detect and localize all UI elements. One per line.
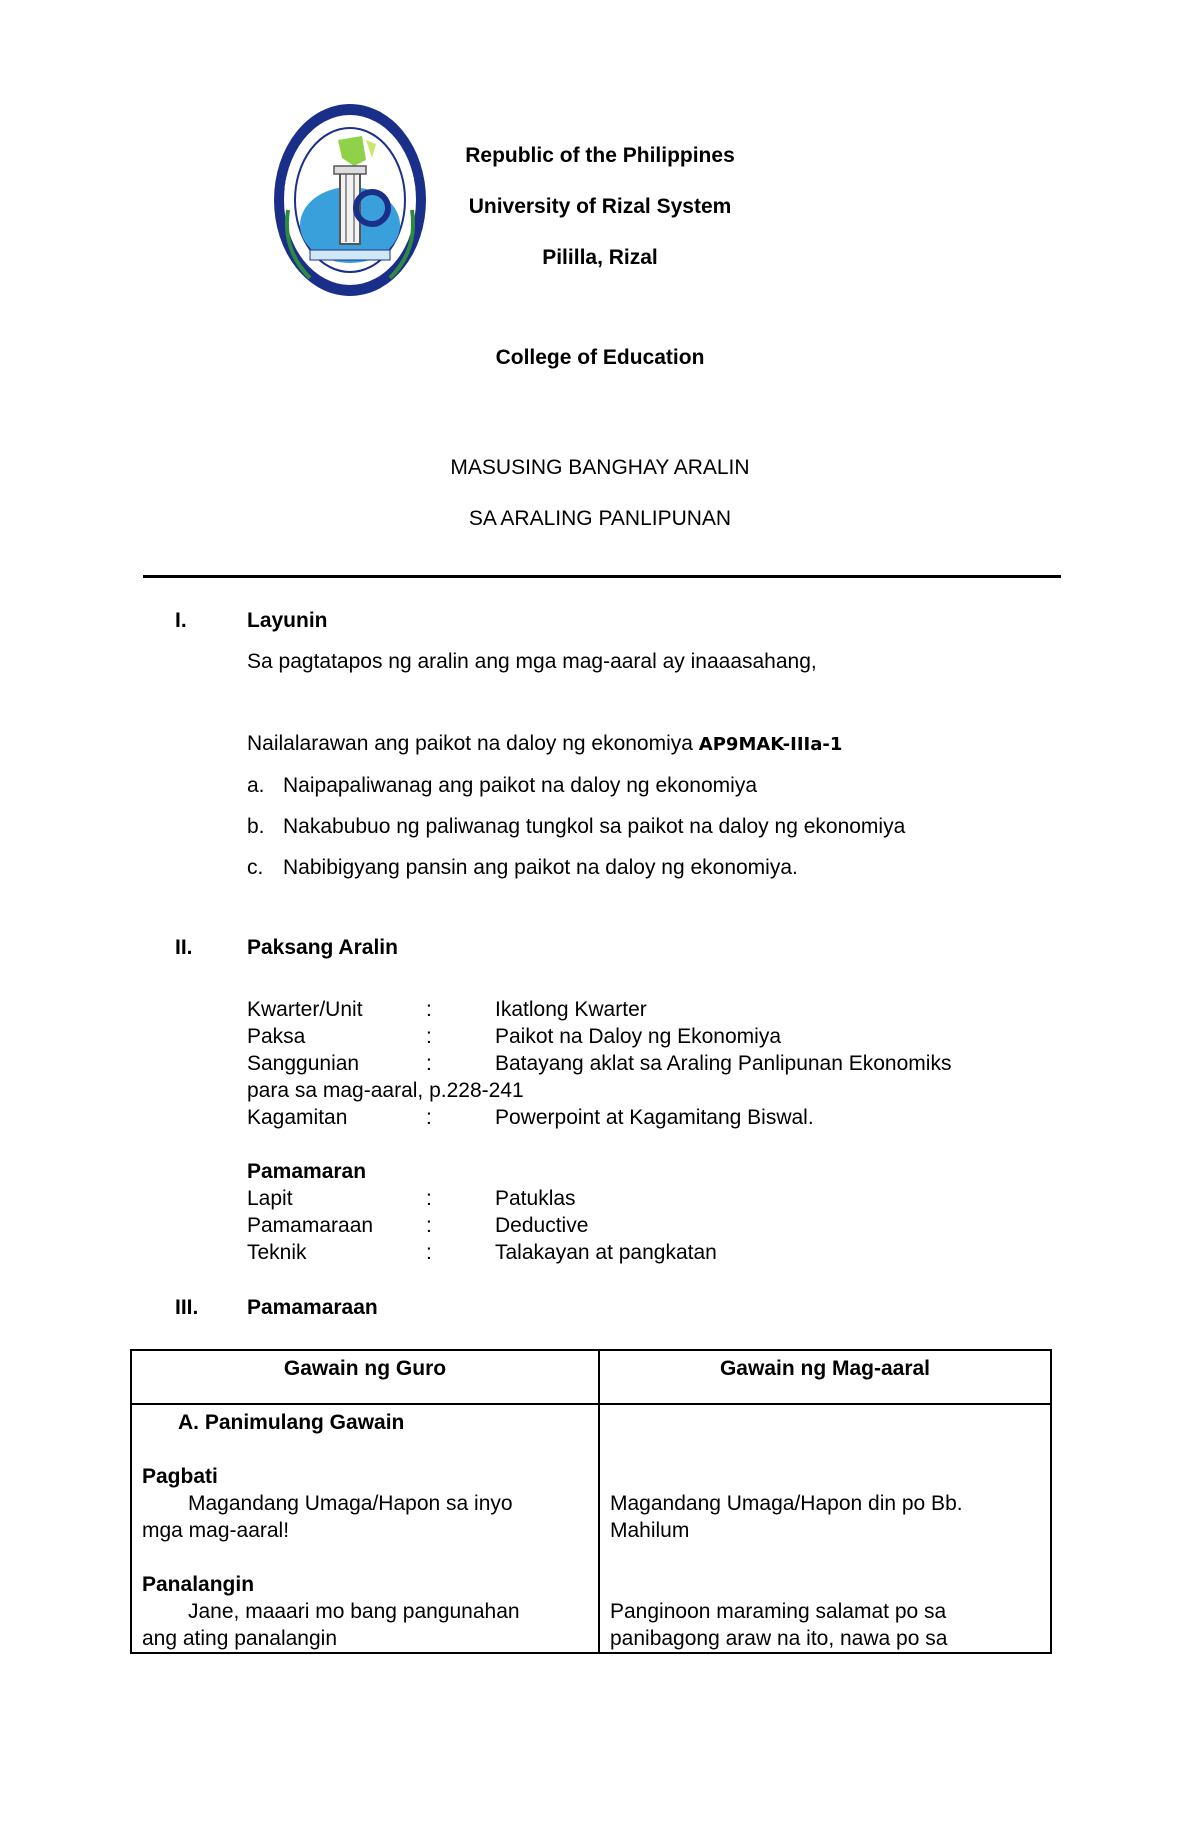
info-value-paksa: Paikot na Daloy ng Ekonomiya bbox=[495, 1025, 781, 1048]
header-location: Pililla, Rizal bbox=[542, 246, 658, 269]
info-label-kwarter: Kwarter/Unit bbox=[247, 998, 363, 1021]
document-title-line1: MASUSING BANGHAY ARALIN bbox=[450, 456, 750, 479]
section-2-number: II. bbox=[175, 936, 193, 959]
info-value-kwarter: Ikatlong Kwarter bbox=[495, 998, 647, 1021]
competency-line bbox=[247, 732, 842, 756]
panalangin-title: Panalangin bbox=[142, 1573, 255, 1596]
info-label-sanggunian: Sanggunian bbox=[247, 1052, 360, 1075]
info-sep-kwarter: : bbox=[426, 998, 432, 1021]
section-3-title: Pamamaraan bbox=[247, 1296, 378, 1319]
method-label-pamamaraan: Pamamaraan bbox=[247, 1214, 374, 1237]
pagbati-student-line2: Mahilum bbox=[610, 1519, 690, 1542]
section-2-title: Paksang Aralin bbox=[247, 936, 398, 959]
table-header-teacher bbox=[131, 1350, 599, 1404]
pagbati-teacher-line2: mga mag-aaral! bbox=[142, 1519, 290, 1542]
method-label-teknik: Teknik bbox=[247, 1241, 307, 1264]
pagbati-teacher-line1: Magandang Umaga/Hapon sa inyo bbox=[188, 1492, 513, 1515]
info-label-kagamitan: Kagamitan bbox=[247, 1106, 348, 1129]
objective-c-text: Nabibigyang pansin ang paikot na daloy ng ekonomiya. bbox=[283, 856, 798, 879]
objective-b-letter: b. bbox=[247, 815, 265, 838]
method-label-lapit: Lapit bbox=[247, 1187, 293, 1210]
student-cell bbox=[599, 1404, 1051, 1653]
panalangin-teacher-line2: ang ating panalangin bbox=[142, 1627, 338, 1650]
pagbati-title: Pagbati bbox=[142, 1465, 218, 1488]
document-title-line2: SA ARALING PANLIPUNAN bbox=[468, 507, 732, 530]
objective-a-text: Naipapaliwanag ang paikot na daloy ng ekonomiya bbox=[283, 774, 757, 797]
pagbati-student-line1: Magandang Umaga/Hapon din po Bb. bbox=[610, 1492, 963, 1515]
objective-c-letter: c. bbox=[247, 856, 264, 879]
info-sep-paksa: : bbox=[426, 1025, 432, 1048]
lesson-plan-table bbox=[130, 1349, 1052, 1654]
seal-text: UNIVERSITY OF RIZAL SYSTEM bbox=[281, 114, 419, 190]
header-university: University of Rizal System bbox=[468, 195, 732, 218]
competency-code: AP9MAK-IIIa-1 bbox=[698, 734, 843, 755]
pamamaran-title: Pamamaran bbox=[247, 1160, 367, 1183]
method-value-pamamaraan: Deductive bbox=[495, 1214, 589, 1237]
info-sanggunian-continued: para sa mag-aaral, p.228-241 bbox=[247, 1079, 524, 1102]
header-college: College of Education bbox=[495, 346, 705, 369]
panalangin-student-line2: panibagong araw na ito, nawa po sa bbox=[610, 1627, 948, 1650]
table-header-student bbox=[599, 1350, 1051, 1404]
method-value-teknik: Talakayan at pangkatan bbox=[495, 1241, 717, 1264]
teacher-cell bbox=[131, 1404, 599, 1653]
seal-year: 2001 bbox=[337, 271, 363, 286]
info-sep-sanggunian: : bbox=[426, 1052, 432, 1075]
competency-text: Nailalarawan ang paikot na daloy ng ekonomiya bbox=[247, 732, 693, 755]
subsection-panimulang-gawain: A. Panimulang Gawain bbox=[178, 1411, 405, 1434]
info-sep-kagamitan: : bbox=[426, 1106, 432, 1129]
objective-b-text: Nakabubuo ng paliwanag tungkol sa paikot na daloy ng ekonomiya bbox=[283, 815, 906, 838]
method-sep-pamamaraan: : bbox=[426, 1214, 432, 1237]
section-1-title: Layunin bbox=[247, 609, 328, 632]
info-label-paksa: Paksa bbox=[247, 1025, 306, 1048]
header-teacher-label: Gawain ng Guro bbox=[283, 1357, 447, 1380]
panalangin-teacher-line1: Jane, maaari mo bang pangunahan bbox=[188, 1600, 520, 1623]
objective-a-letter: a. bbox=[247, 774, 265, 797]
method-value-lapit: Patuklas bbox=[495, 1187, 576, 1210]
info-value-sanggunian: Batayang aklat sa Araling Panlipunan Ekonomiks bbox=[495, 1052, 952, 1075]
panalangin-student-line1: Panginoon maraming salamat po sa bbox=[610, 1600, 947, 1623]
info-value-kagamitan: Powerpoint at Kagamitang Biswal. bbox=[495, 1106, 814, 1129]
section-3-number: III. bbox=[175, 1296, 199, 1319]
method-sep-teknik: : bbox=[426, 1241, 432, 1264]
header-student-label: Gawain ng Mag-aaral bbox=[719, 1357, 931, 1380]
method-sep-lapit: : bbox=[426, 1187, 432, 1210]
section-1-number: I. bbox=[175, 609, 187, 632]
section-1-intro: Sa pagtatapos ng aralin ang mga mag-aaral ay inaaasahang, bbox=[247, 650, 817, 673]
header-republic: Republic of the Philippines bbox=[465, 144, 735, 167]
header-divider bbox=[143, 575, 1061, 578]
